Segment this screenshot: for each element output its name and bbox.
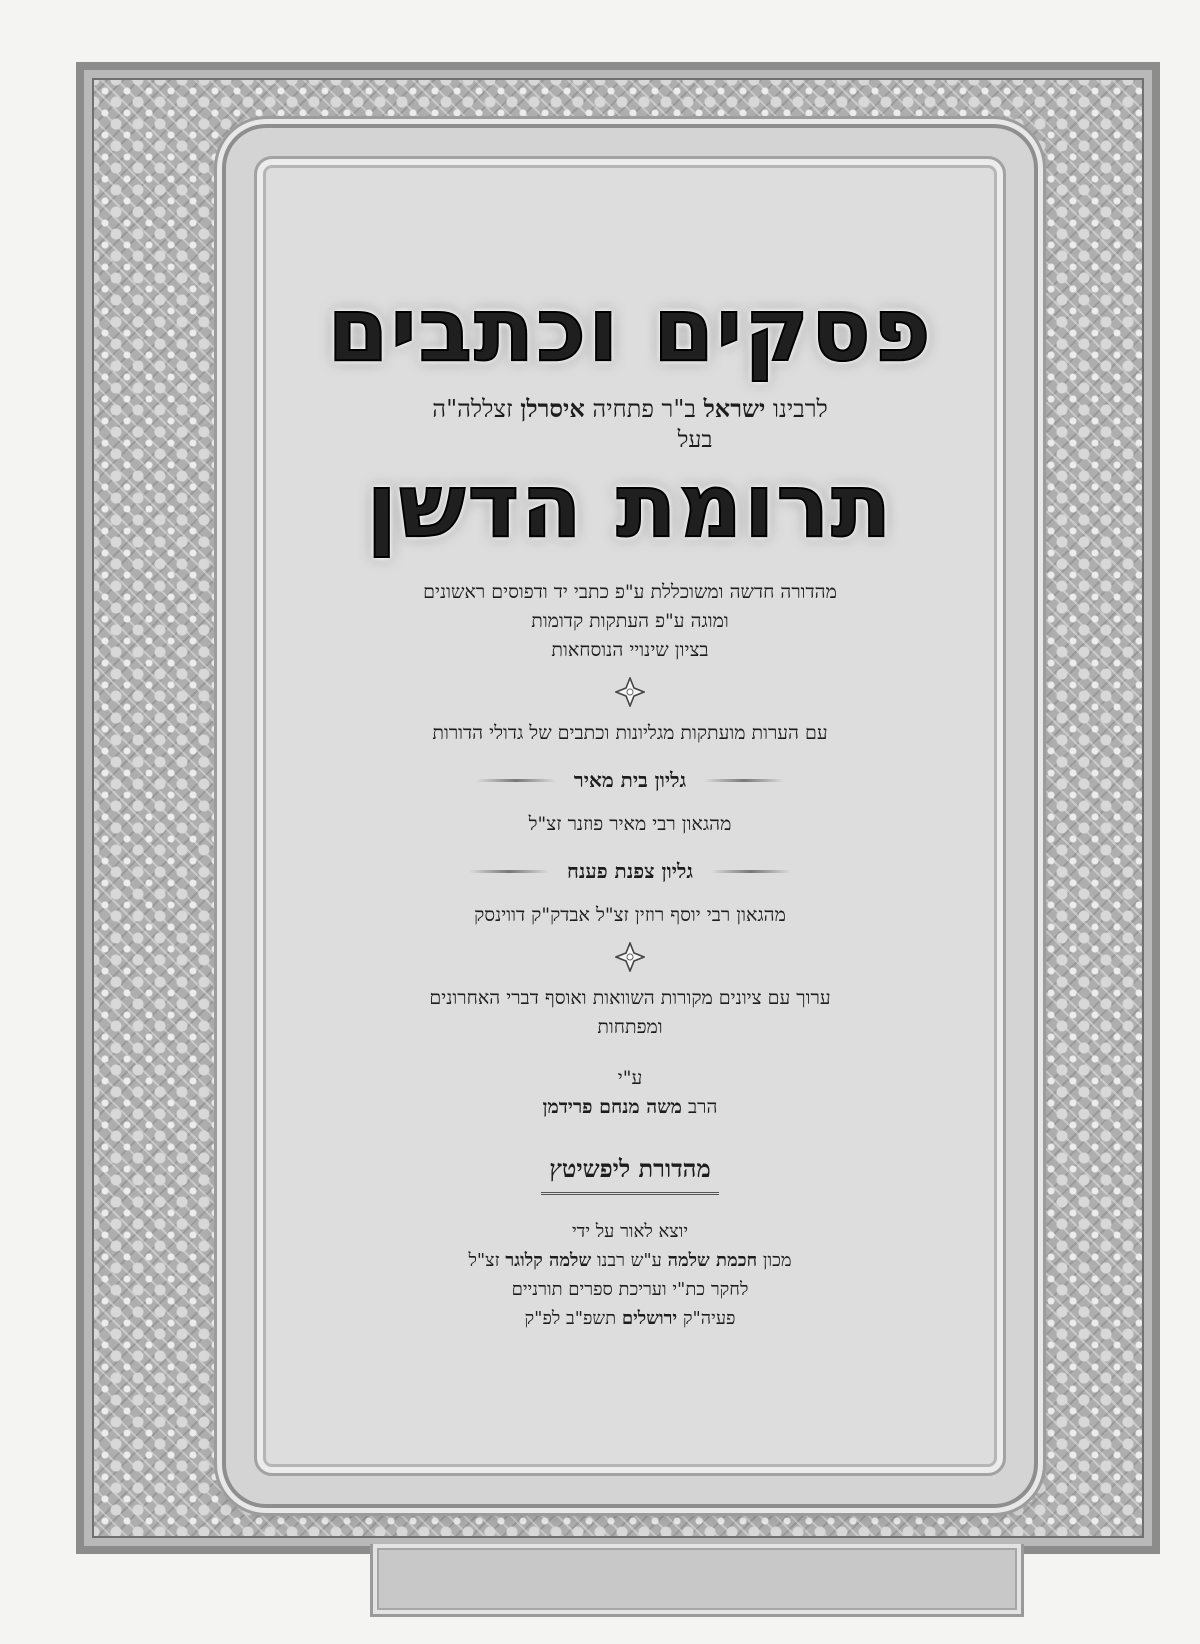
four-point-star-icon [615,942,645,972]
divider-line [711,870,791,873]
editor-name: משה מנחם פרידמן [542,1096,682,1118]
author-surname: איסרלן [520,394,585,423]
author-name: ישראל [703,394,766,423]
second-title: תרומת הדשן [366,454,894,557]
baal-label: בעל [677,427,713,453]
notes-line: עם הערות מועתקות מגליונות וכתבים של גדולי הדורות [432,722,828,744]
gilyon2-heading: גליון צפנת פענח [567,859,693,883]
publisher-mid: ע"ש רבנו [591,1250,668,1271]
rabbi-name: שלמה קלוגר [505,1250,592,1271]
place-prefix: פעיה"ק [677,1308,736,1329]
publisher-line-3: לחקר כת"י ועריכת ספרים תורניים [511,1279,749,1300]
publisher-line-2 [236,1246,1024,1275]
book-title: פסקים וכתבים [327,278,933,381]
institute-name: חכמת שלמה [667,1250,758,1271]
arranged-line-2: ומפתחות [597,1016,663,1038]
divider-line [476,779,556,782]
publisher-line-1: יוצא לאור על ידי [571,1221,689,1242]
editor-line [236,1093,1024,1122]
edition-desc-2: ומוגה ע"פ העתקות קדומות [531,610,729,632]
edition-name: מהדורת ליפשיטץ [541,1150,718,1195]
arranged-line-1: ערוך עם ציונים מקורות השוואות ואוסף דברי האחרונים [429,987,831,1009]
bottom-strip [370,1544,1024,1617]
title-page-content [236,280,1024,1333]
gilyon1-heading-row [236,766,1024,794]
gilyon1-heading: גליון בית מאיר [573,768,687,792]
author-suffix: זצללה"ה [432,395,521,423]
publisher-line-4 [236,1304,1024,1333]
by-label: ע"י [617,1067,643,1089]
author-line [236,394,1024,424]
four-point-star-icon [615,677,645,707]
publisher-prefix: מכון [757,1250,792,1271]
author-prefix: לרבינו [765,395,828,423]
author-middle: ב"ר פתחיה [584,395,704,423]
divider-line [469,870,549,873]
gilyon1-author: מהגאון רבי מאיר פוזנר זצ"ל [528,813,732,835]
editor-prefix: הרב [681,1096,718,1118]
edition-desc-3: בציון שינויי הנוסחאות [551,639,709,661]
gilyon2-heading-row [236,857,1024,885]
publisher-suffix: זצ"ל [468,1250,506,1271]
place-name: ירושלים [621,1308,678,1329]
year-label: תשפ"ב לפ"ק [524,1308,622,1329]
divider-line [704,779,784,782]
gilyon2-author: מהגאון רבי יוסף רוזין זצ"ל אבדק"ק דווינסק [474,904,786,926]
edition-desc-1: מהדורה חדשה ומשוכללת ע"פ כתבי יד ודפוסים ראשונים [423,581,837,603]
